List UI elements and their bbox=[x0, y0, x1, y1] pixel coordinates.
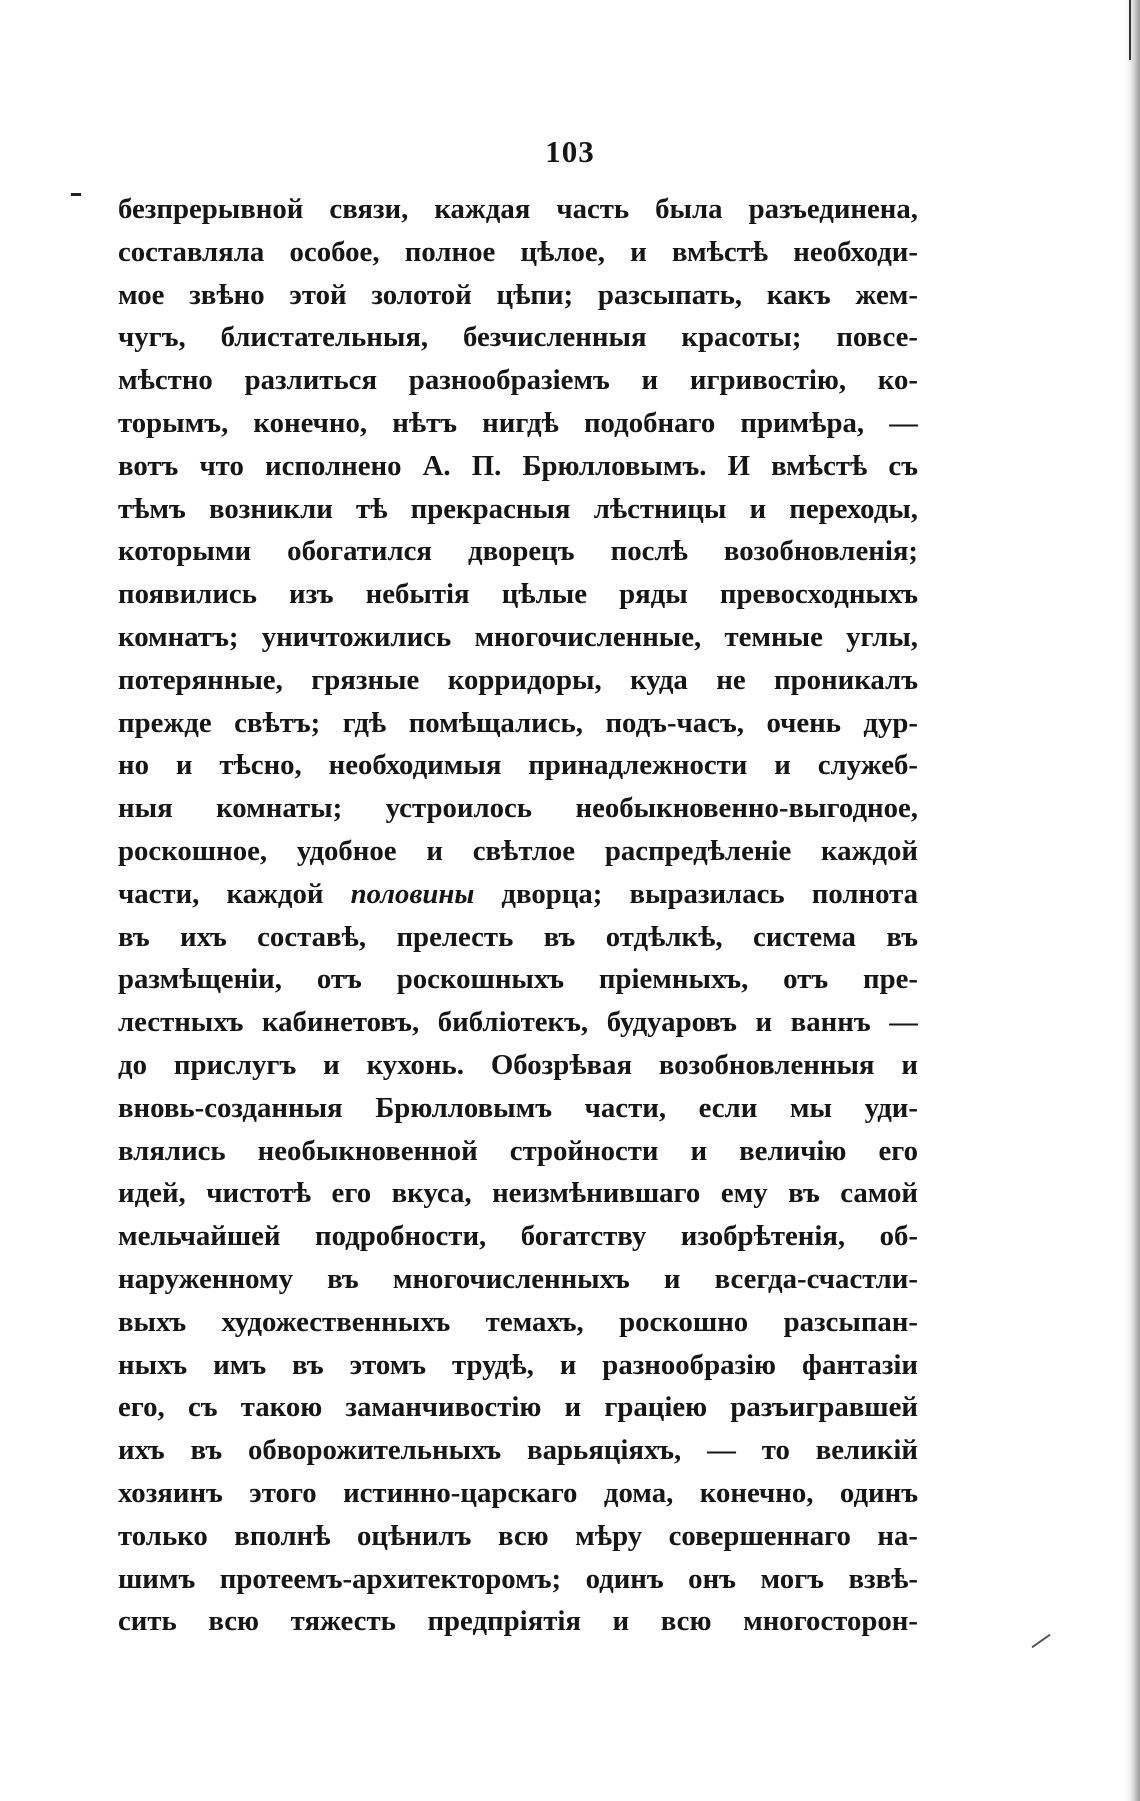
text-line: появились изъ небытія цѣлые ряды превосходныхъ bbox=[118, 578, 918, 611]
text-line: мое звѣно этой золотой цѣпи; разсыпать, какъ жем- bbox=[118, 278, 918, 311]
text-line: комнатъ; уничтожились многочисленные, темные углы, bbox=[118, 620, 918, 653]
text-line: ихъ въ обворожительныхъ варьяціяхъ, — то великій bbox=[118, 1434, 918, 1467]
body-text bbox=[118, 188, 918, 1643]
text-line: лестныхъ кабинетовъ, библіотекъ, будуаровъ и ваннъ — bbox=[118, 1006, 918, 1039]
text-line: его, съ такою заманчивостію и граціею разъигравшей bbox=[118, 1391, 918, 1424]
text-line: идей, чистотѣ его вкуса, неизмѣнившаго ему въ самой bbox=[118, 1177, 918, 1210]
text-line: составляла особое, полное цѣлое, и вмѣстѣ необходи- bbox=[118, 235, 918, 268]
text-line: наруженному въ многочисленныхъ и всегда-счастли- bbox=[118, 1262, 918, 1295]
scan-artifact bbox=[1031, 1634, 1050, 1648]
text-line: которыми обогатился дворецъ послѣ возобновленія; bbox=[118, 535, 918, 568]
margin-mark bbox=[71, 193, 81, 196]
page-edge-shadow bbox=[1124, 0, 1140, 1801]
text-line: ныя комнаты; устроилось необыкновенно-выгодное, bbox=[118, 792, 918, 825]
text-line: вновь-созданныя Брюлловымъ части, если мы уди- bbox=[118, 1091, 918, 1124]
text-line: хозяинъ этого истинно-царскаго дома, конечно, одинъ bbox=[118, 1476, 918, 1509]
text-line: ныхъ имъ въ этомъ трудѣ, и разнообразію фантазіи bbox=[118, 1348, 918, 1381]
text-line: роскошное, удобное и свѣтлое распредѣленіе каждой bbox=[118, 834, 918, 867]
text-line: торымъ, конечно, нѣтъ нигдѣ подобнаго примѣра, — bbox=[118, 406, 918, 439]
text-line: потерянные, грязные корридоры, куда не проникалъ bbox=[118, 663, 918, 696]
text-line: влялись необыкновенной стройности и величію его bbox=[118, 1134, 918, 1167]
text-line: до прислугъ и кухонь. Обозрѣвая возобновленныя и bbox=[118, 1048, 918, 1081]
text-line: тѣмъ возникли тѣ прекрасныя лѣстницы и переходы, bbox=[118, 492, 918, 525]
text-line: прежде свѣтъ; гдѣ помѣщались, подъ-часъ, очень дур- bbox=[118, 706, 918, 739]
page-number: 103 bbox=[545, 134, 595, 169]
text-line-with-italic bbox=[118, 873, 918, 916]
text-line: вотъ что исполнено А. П. Брюлловымъ. И вмѣстѣ съ bbox=[118, 449, 918, 482]
text-line: въ ихъ составѣ, прелесть въ отдѣлкѣ, система въ bbox=[118, 920, 918, 953]
text-run: дворца; выразилась полнота bbox=[474, 877, 918, 910]
text-line: чугъ, блистательныя, безчисленныя красоты; повсе- bbox=[118, 321, 918, 354]
text-line: сить всю тяжесть предпріятія и всю многосторон- bbox=[118, 1605, 918, 1638]
text-line: выхъ художественныхъ темахъ, роскошно разсыпан- bbox=[118, 1305, 918, 1338]
italic-word: половины bbox=[350, 877, 475, 910]
text-line: но и тѣсно, необходимыя принадлежности и служеб- bbox=[118, 749, 918, 782]
text-run: части, каждой bbox=[118, 877, 351, 910]
text-line: безпрерывной связи, каждая часть была разъединена, bbox=[118, 193, 918, 225]
text-line: только вполнѣ оцѣнилъ всю мѣру совершеннаго на- bbox=[118, 1519, 918, 1552]
text-line: шимъ протеемъ-архитекторомъ; одинъ онъ могъ взвѣ- bbox=[118, 1562, 918, 1595]
text-line: мѣстно разлиться разнообразіемъ и игривостію, ко- bbox=[118, 364, 918, 397]
text-line: мельчайшей подробности, богатству изобрѣтенія, об- bbox=[118, 1220, 918, 1253]
text-line: размѣщеніи, отъ роскошныхъ пріемныхъ, отъ пре- bbox=[118, 963, 918, 996]
